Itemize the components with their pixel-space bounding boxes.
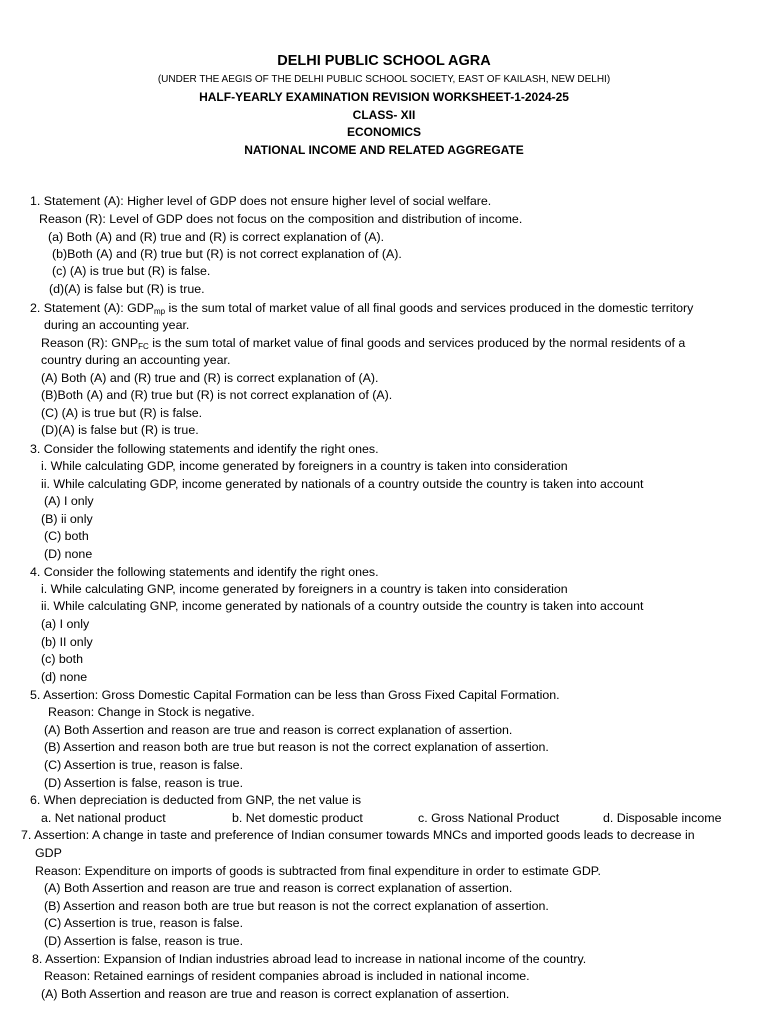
option-c: (C) Assertion is true, reason is false. xyxy=(44,758,244,772)
option-d: d. Disposable income xyxy=(603,811,722,825)
option-c: (C) Assertion is true, reason is false. xyxy=(44,916,244,930)
question-reason: Reason: Expenditure on imports of goods is subtracted from final expenditure in order to estimate GDP. xyxy=(35,864,601,878)
school-aegis: (UNDER THE AEGIS OF THE DELHI PUBLIC SCHOOL SOCIETY, EAST OF KAILASH, NEW DELHI) xyxy=(157,74,611,85)
option-b: (B) Assertion and reason both are true but reason is not the correct explanation of assertion. xyxy=(44,740,549,754)
question-statement: 6. When depreciation is deducted from GNP, the net value is xyxy=(30,793,362,807)
option-c: c. Gross National Product xyxy=(418,811,560,825)
question-statement-cont: GDP xyxy=(35,846,62,860)
option-d: (d) none xyxy=(41,670,88,684)
option-b: (B) Assertion and reason both are true but reason is not the correct explanation of assertion. xyxy=(44,899,549,913)
option-d: (D) Assertion is false, reason is true. xyxy=(44,776,244,790)
option-a: a. Net national product xyxy=(41,811,166,825)
option-a: (A) Both Assertion and reason are true and reason is correct explanation of assertion. xyxy=(41,987,510,1001)
subject-label: ECONOMICS xyxy=(346,125,421,139)
option-a: (A) I only xyxy=(44,494,94,508)
question-statement: 1. Statement (A): Higher level of GDP does not ensure higher level of social welfare. xyxy=(30,194,492,208)
option-b: (b) II only xyxy=(41,635,93,649)
question-statement: 5. Assertion: Gross Domestic Capital Formation can be less than Gross Fixed Capital Formation. xyxy=(30,688,560,702)
option-c: (c) (A) is true but (R) is false. xyxy=(52,264,211,278)
option-b: (B) ii only xyxy=(41,512,93,526)
question-statement: 3. Consider the following statements and identify the right ones. xyxy=(30,442,379,456)
subscript: FC xyxy=(138,342,149,351)
option-b: b. Net domestic product xyxy=(232,811,363,825)
topic-label: NATIONAL INCOME AND RELATED AGGREGATE xyxy=(244,143,524,157)
statement-text-cont: is the sum total of market value of all final goods and services produced in the domestic territory xyxy=(165,301,694,315)
statement-ii: ii. While calculating GDP, income generated by nationals of a country outside the country is taken into account xyxy=(41,477,644,491)
question-reason-cont: country during an accounting year. xyxy=(41,353,231,367)
option-a: (A) Both Assertion and reason are true and reason is correct explanation of assertion. xyxy=(44,723,513,737)
statement-ii: ii. While calculating GNP, income generated by nationals of a country outside the country is taken into account xyxy=(41,599,644,613)
question-reason: Reason: Retained earnings of resident companies abroad is included in national income. xyxy=(44,969,530,983)
question-reason: Reason (R): Level of GDP does not focus on the composition and distribution of income. xyxy=(39,212,523,226)
statement-text: 2. Statement (A): GDP xyxy=(30,301,154,315)
statement-i: i. While calculating GDP, income generated by foreigners in a country is taken into consideration xyxy=(41,459,568,473)
school-name: DELHI PUBLIC SCHOOL AGRA xyxy=(277,53,491,69)
option-b: (b)Both (A) and (R) true but (R) is not correct explanation of (A). xyxy=(52,247,402,261)
question-statement: 7. Assertion: A change in taste and preference of Indian consumer towards MNCs and imported goods leads to decrease in xyxy=(21,828,695,842)
question-statement-cont: during an accounting year. xyxy=(44,318,190,332)
option-d: (D) none xyxy=(44,547,93,561)
class-label: CLASS- XII xyxy=(352,108,416,122)
question-reason: Reason: Change in Stock is negative. xyxy=(48,705,255,719)
option-a: (A) Both Assertion and reason are true and reason is correct explanation of assertion. xyxy=(44,881,513,895)
reason-text-cont: is the sum total of market value of final goods and services produced by the normal residents of a xyxy=(148,336,686,350)
option-a: (A) Both (A) and (R) true and (R) is correct explanation of (A). xyxy=(41,371,379,385)
option-d: (D)(A) is false but (R) is true. xyxy=(41,423,199,437)
option-c: (C) (A) is true but (R) is false. xyxy=(41,406,203,420)
option-c: (C) both xyxy=(44,529,89,543)
statement-i: i. While calculating GNP, income generated by foreigners in a country is taken into consideration xyxy=(41,582,568,596)
option-a: (a) I only xyxy=(41,617,90,631)
option-c: (c) both xyxy=(41,652,84,666)
reason-text: Reason (R): GNP xyxy=(41,336,139,350)
option-d: (d)(A) is false but (R) is true. xyxy=(49,282,205,296)
worksheet-title: HALF-YEARLY EXAMINATION REVISION WORKSHEET-1-2024-25 xyxy=(199,90,569,104)
subscript: mp xyxy=(153,307,166,316)
question-statement xyxy=(30,300,693,316)
option-d: (D) Assertion is false, reason is true. xyxy=(44,934,244,948)
question-reason xyxy=(41,335,685,351)
option-a: (a) Both (A) and (R) true and (R) is correct explanation of (A). xyxy=(48,230,385,244)
option-b: (B)Both (A) and (R) true but (R) is not correct explanation of (A). xyxy=(41,388,393,402)
question-statement: 8. Assertion: Expansion of Indian industries abroad lead to increase in national income of the country. xyxy=(32,952,587,966)
question-statement: 4. Consider the following statements and identify the right ones. xyxy=(30,565,379,579)
